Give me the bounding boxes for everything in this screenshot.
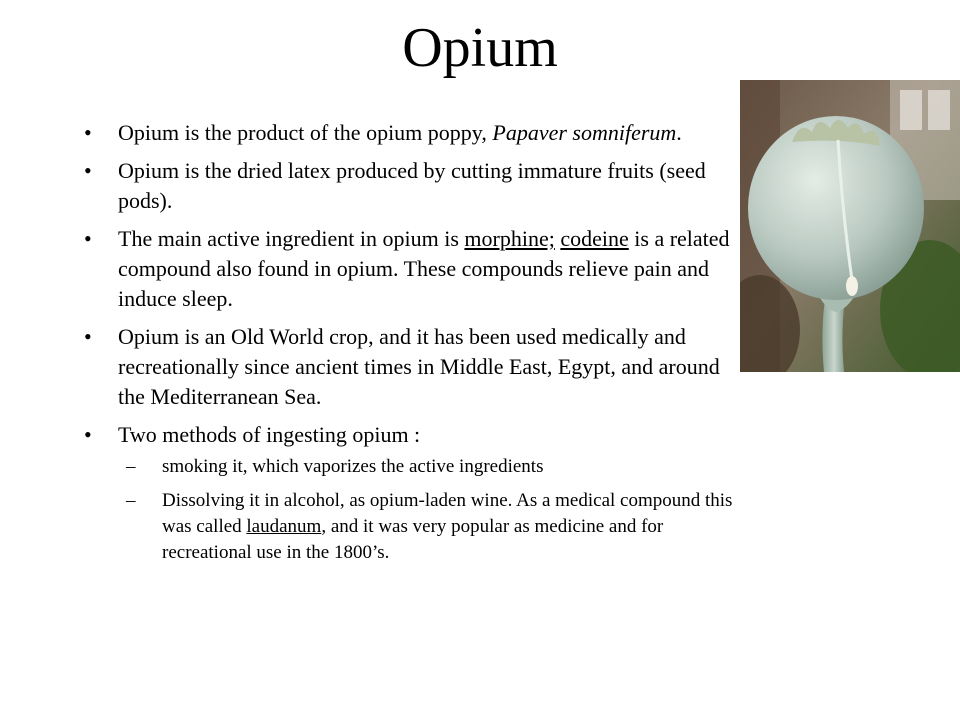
bullet-item [82, 224, 742, 314]
bullet-item [82, 322, 742, 412]
bullet-marker: • [84, 324, 92, 349]
photo-illustration [740, 80, 960, 372]
bullet-text: . [676, 120, 682, 145]
poppy-seed-pod-photo [740, 80, 960, 372]
bullet-marker: • [84, 226, 92, 251]
bullet-text-italic: Papaver somniferum [492, 120, 677, 145]
sub-bullet-text: Dissolving it in alcohol, as opium-laden wine. As a medical compound this was called [162, 490, 733, 537]
bullet-marker: • [84, 120, 92, 145]
sub-bullet-text: , and it was very popular as medicine and for recreational use in the 1800’s. [162, 516, 664, 563]
bullet-text: Two methods of ingesting opium : [118, 422, 421, 447]
laudanum-link[interactable]: laudanum [246, 516, 322, 537]
bullet-text: is a related compound also found in opium. These compounds relieve pain and induce sleep. [118, 226, 730, 311]
slide-title: Opium [402, 17, 558, 79]
bullet-text: Opium is an Old World crop, and it has been used medically and recreationally since ancient times in Middle East, Egypt, and around the Mediterranean Sea. [118, 324, 720, 409]
sub-bullet-marker: – [126, 490, 136, 511]
codeine-link[interactable]: codeine [560, 226, 629, 251]
sub-bullet-list [118, 454, 742, 566]
bullet-text: The main active ingredient in opium is [118, 226, 465, 251]
sub-bullet-text: smoking it, which vaporizes the active ingredients [162, 456, 544, 477]
sub-bullet-item [118, 454, 742, 480]
bullet-text: Opium is the product of the opium poppy, [118, 120, 493, 145]
bullet-marker: • [84, 158, 92, 183]
bullet-marker: • [84, 422, 92, 447]
bullet-item [82, 118, 742, 148]
bullet-item [82, 420, 742, 566]
bullet-item [82, 156, 742, 216]
bullet-list [82, 118, 742, 574]
sub-bullet-marker: – [126, 456, 136, 477]
morphine-link[interactable]: morphine; [464, 226, 555, 251]
sub-bullet-item [118, 488, 742, 566]
bullet-text: Opium is the dried latex produced by cutting immature fruits (seed pods). [118, 158, 706, 213]
